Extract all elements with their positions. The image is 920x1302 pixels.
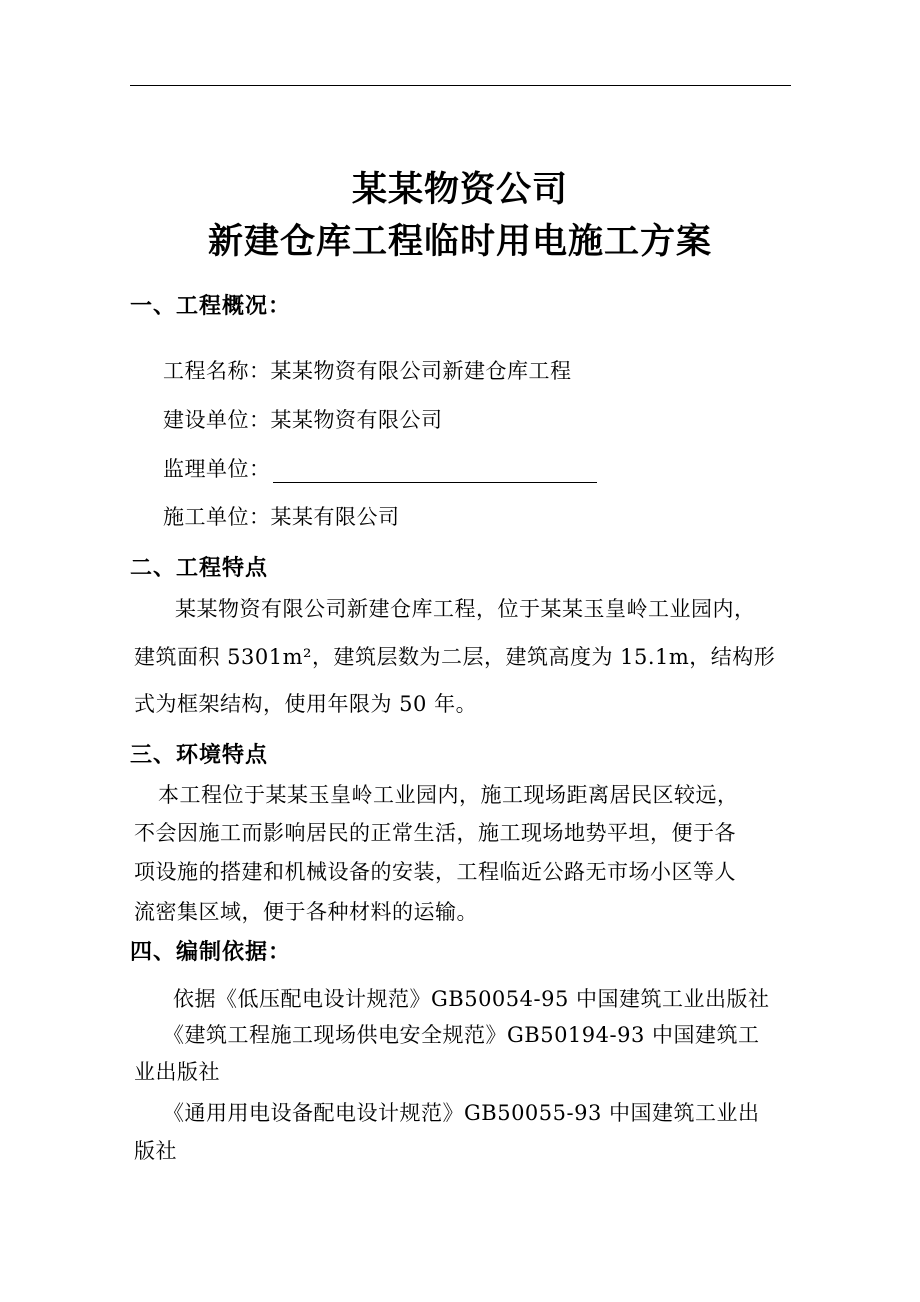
supervisor-row	[163, 453, 597, 483]
reference-line: 《通用用电设备配电设计规范》GB50055-93 中国建筑工业出	[163, 1101, 760, 1125]
section4-heading: 四、编制依据：	[130, 939, 292, 965]
section3-paragraph-line: 不会因施工而影响居民的正常生活，施工现场地势平坦，便于各	[134, 821, 736, 845]
reference-line: 《建筑工程施工现场供电安全规范》GB50194-93 中国建筑工	[163, 1023, 760, 1047]
owner-value: 某某物资有限公司	[270, 408, 443, 432]
owner-label: 建设单位：	[163, 408, 271, 432]
project-name-row	[163, 355, 572, 385]
section3-heading: 三、环境特点	[130, 742, 269, 768]
document-title-line1: 某某物资公司	[351, 169, 568, 210]
section2-heading: 二、工程特点	[130, 555, 269, 581]
reference-line: 版社	[134, 1139, 177, 1163]
owner-row	[163, 404, 443, 434]
reference-line: 业出版社	[134, 1060, 220, 1084]
project-name-value: 某某物资有限公司新建仓库工程	[270, 359, 572, 383]
contractor-label: 施工单位：	[163, 505, 271, 529]
contractor-row	[163, 501, 400, 531]
section2-paragraph-line: 式为框架结构，使用年限为 50 年。	[134, 692, 478, 716]
reference-line: 依据《低压配电设计规范》GB50054-95 中国建筑工业出版社	[173, 987, 770, 1011]
section1-heading: 一、工程概况：	[130, 293, 292, 319]
project-name-label: 工程名称：	[163, 359, 271, 383]
header-rule	[130, 85, 791, 86]
document-title-line2: 新建仓库工程临时用电施工方案	[207, 221, 712, 262]
contractor-value: 某某有限公司	[270, 505, 400, 529]
section2-paragraph-line: 某某物资有限公司新建仓库工程，位于某某玉皇岭工业园内，	[175, 597, 756, 621]
section3-paragraph-line: 流密集区域，便于各种材料的运输。	[134, 900, 478, 924]
section3-paragraph-line: 项设施的搭建和机械设备的安装，工程临近公路无市场小区等人	[134, 860, 736, 884]
section2-paragraph-line: 建筑面积 5301m²，建筑层数为二层，建筑高度为 15.1m，结构形	[134, 645, 776, 669]
supervisor-blank-line	[273, 460, 597, 483]
section3-paragraph-line: 本工程位于某某玉皇岭工业园内，施工现场距离居民区较远，	[158, 783, 739, 807]
supervisor-label: 监理单位：	[163, 457, 271, 481]
